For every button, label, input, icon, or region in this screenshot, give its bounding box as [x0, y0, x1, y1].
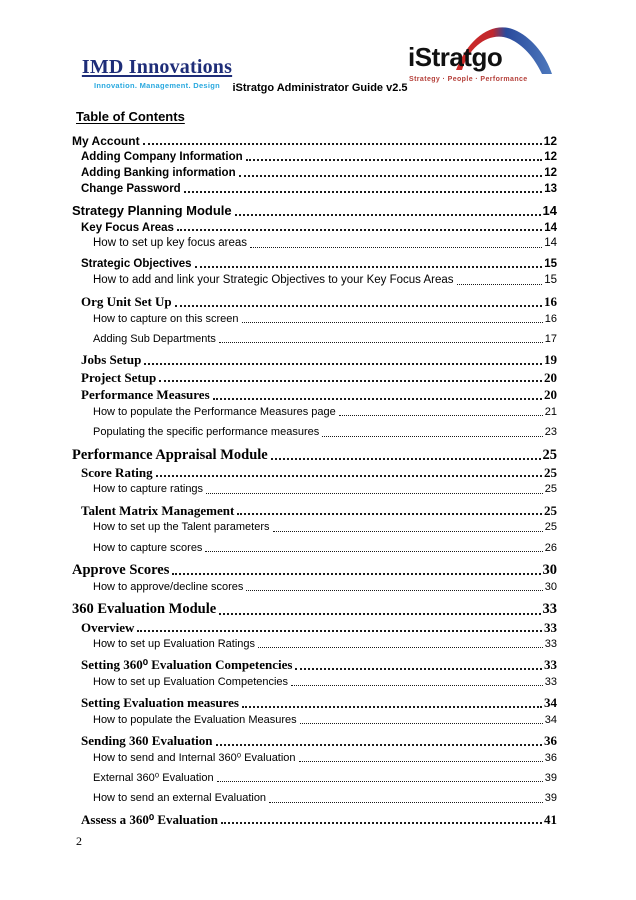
toc-entry-page: 19	[544, 352, 557, 368]
toc-entry-page: 25	[544, 464, 557, 480]
toc-entry-page: 26	[544, 541, 557, 554]
toc-entry-label: How to add and link your Strategic Objectives to your Key Focus Areas	[93, 274, 454, 287]
toc-leader-dots	[159, 380, 542, 382]
toc-leader-dots	[291, 685, 543, 686]
toc-entry[interactable]	[72, 714, 557, 726]
toc-entry-label: Adding Sub Departments	[93, 332, 216, 345]
toc-entry-label: Performance Measures	[81, 387, 210, 403]
toc-entry[interactable]	[72, 447, 557, 463]
toc-entry-label: Strategic Objectives	[81, 258, 192, 271]
footer-page-number: 2	[76, 834, 82, 848]
toc-entry-page: 34	[544, 695, 557, 711]
toc-leader-dots	[299, 761, 543, 762]
toc-leader-dots	[184, 191, 543, 193]
toc-entry-label: Change Password	[81, 183, 181, 196]
toc-entry-label: Performance Appraisal Module	[72, 446, 268, 463]
toc-entry[interactable]	[72, 371, 557, 386]
toc-list	[72, 135, 557, 827]
toc-entry-page: 16	[544, 312, 557, 325]
toc-entry-page: 15	[544, 274, 557, 287]
toc-entry-page: 33	[542, 601, 557, 618]
toc-entry[interactable]	[72, 151, 557, 164]
document-title: iStratgo Administrator Guide v2.5	[232, 82, 408, 94]
toc-entry-page: 39	[544, 792, 557, 805]
toc-entry[interactable]	[72, 504, 557, 519]
toc-entry-label: Overview	[81, 619, 135, 635]
toc-entry-page: 39	[544, 772, 557, 785]
toc-leader-dots	[250, 247, 542, 248]
toc-entry[interactable]	[72, 696, 557, 711]
toc-entry[interactable]	[72, 426, 557, 438]
toc-entry-label: How to send an external Evaluation	[93, 792, 267, 805]
toc-leader-dots	[219, 613, 540, 615]
imd-logo-text: IMD Innovations	[81, 56, 233, 78]
toc-entry[interactable]	[72, 734, 557, 749]
toc-leader-dots	[295, 668, 542, 670]
toc-leader-dots	[195, 266, 543, 268]
toc-entry[interactable]	[72, 638, 557, 650]
toc-leader-dots	[269, 802, 543, 803]
toc-leader-dots	[237, 513, 542, 515]
toc-entry-label: How to capture ratings	[93, 483, 204, 496]
toc-entry-label: Org Unit Set Up	[81, 294, 172, 310]
toc-leader-dots	[235, 214, 541, 216]
toc-leader-dots	[216, 744, 543, 746]
toc-entry-label: How to approve/decline scores	[93, 581, 244, 594]
toc-entry-label: Project Setup	[81, 369, 157, 385]
toc-entry-label: Assess a 360⁰ Evaluation	[81, 811, 219, 827]
toc-leader-dots	[239, 175, 543, 177]
toc-title: Table of Contents	[76, 109, 185, 124]
toc-entry-label: Adding Banking information	[81, 167, 236, 180]
toc-entry-page: 14	[544, 221, 557, 234]
toc-leader-dots	[258, 647, 543, 648]
toc-leader-dots	[339, 415, 543, 416]
toc-entry-page: 23	[544, 426, 557, 439]
toc-entry[interactable]	[72, 542, 557, 554]
toc-entry-page: 12	[544, 151, 557, 164]
toc-leader-dots	[221, 822, 542, 824]
toc-entry[interactable]	[72, 388, 557, 403]
toc-leader-dots	[300, 723, 543, 724]
toc-entry[interactable]	[72, 295, 557, 310]
toc-entry[interactable]	[72, 313, 557, 325]
toc-entry-page: 20	[544, 369, 557, 385]
toc-entry[interactable]	[72, 167, 557, 180]
toc-leader-dots	[273, 531, 543, 532]
imd-logo-tagline: Innovation. Management. Design	[93, 81, 221, 90]
toc-entry[interactable]	[72, 521, 557, 533]
toc-entry-label: How to send and Internal 360⁰ Evaluation	[93, 751, 296, 764]
toc-entry-page: 16	[544, 294, 557, 310]
toc-entry[interactable]	[72, 676, 557, 688]
toc-entry[interactable]	[72, 562, 557, 578]
toc-entry-label: How to set up Evaluation Ratings	[93, 638, 256, 651]
toc-entry-page: 33	[544, 657, 557, 673]
toc-entry-page: 33	[544, 619, 557, 635]
toc-entry-page: 12	[543, 134, 557, 148]
toc-leader-dots	[246, 590, 542, 591]
toc-entry-label: Key Focus Areas	[81, 221, 174, 234]
toc-entry-page: 34	[544, 713, 557, 726]
toc-entry[interactable]	[72, 406, 557, 418]
toc-entry-label: Approve Scores	[72, 561, 170, 578]
toc-entry-label: My Account	[72, 134, 140, 148]
toc-entry-page: 25	[542, 446, 557, 463]
toc-entry-label: How to capture scores	[93, 541, 203, 554]
toc-entry-label: Sending 360 Evaluation	[81, 733, 213, 749]
toc-entry-label: 360 Evaluation Module	[72, 601, 217, 618]
toc-entry-label: How to set up the Talent parameters	[93, 521, 270, 534]
toc-entry[interactable]	[72, 772, 557, 784]
toc-entry-label: Setting Evaluation measures	[81, 695, 239, 711]
toc-leader-dots	[143, 143, 542, 145]
toc-entry-label: Setting 360⁰ Evaluation Competencies	[81, 657, 293, 673]
toc-entry-page: 14	[542, 203, 557, 219]
toc-entry[interactable]	[72, 466, 557, 481]
toc-entry-page: 12	[544, 167, 557, 180]
toc-leader-dots	[175, 305, 542, 307]
toc-entry-page: 21	[544, 405, 557, 418]
toc-entry-page: 25	[544, 521, 557, 534]
toc-entry-page: 30	[544, 581, 557, 594]
toc-entry[interactable]	[72, 813, 557, 828]
toc-leader-dots	[144, 363, 542, 365]
toc-leader-dots	[206, 493, 543, 494]
toc-entry[interactable]	[72, 658, 557, 673]
toc-entry-label: Strategy Planning Module	[72, 203, 232, 219]
istratgo-logo-tagline: Strategy · People · Performance	[409, 76, 528, 83]
toc-leader-dots	[322, 436, 543, 437]
toc-leader-dots	[271, 458, 541, 460]
toc-entry[interactable]	[72, 258, 557, 271]
toc-entry-label: Score Rating	[81, 464, 153, 480]
toc-entry[interactable]	[72, 752, 557, 764]
toc-entry-label: How to set up key focus areas	[93, 237, 248, 250]
toc-entry[interactable]	[72, 621, 557, 636]
toc-leader-dots	[246, 159, 543, 161]
toc-entry[interactable]	[72, 135, 557, 148]
toc-entry-label: Populating the specific performance measures	[93, 426, 320, 439]
toc-entry-label: Adding Company Information	[81, 151, 243, 164]
toc-entry-label: How to populate the Performance Measures page	[93, 405, 336, 418]
toc-entry[interactable]	[72, 581, 557, 593]
toc-leader-dots	[213, 398, 542, 400]
toc-entry[interactable]	[72, 183, 557, 196]
toc-leader-dots	[137, 630, 542, 632]
toc-leader-dots	[219, 342, 543, 343]
toc-leader-dots	[242, 322, 543, 323]
toc-entry-label: How to populate the Evaluation Measures	[93, 713, 297, 726]
istratgo-logo	[408, 24, 558, 98]
toc-entry[interactable]	[72, 483, 557, 495]
toc-entry-page: 14	[544, 237, 557, 250]
toc-leader-dots	[457, 284, 543, 285]
toc-entry-page: 30	[542, 561, 557, 578]
toc-entry[interactable]	[72, 353, 557, 368]
toc-entry-label: External 360⁰ Evaluation	[93, 772, 214, 785]
toc-entry-label: How to capture on this screen	[93, 312, 239, 325]
toc-entry-label: Jobs Setup	[81, 352, 142, 368]
toc-entry[interactable]	[72, 204, 557, 219]
toc-entry-page: 36	[544, 733, 557, 749]
toc-entry-page: 17	[544, 332, 557, 345]
toc-entry-page: 20	[544, 387, 557, 403]
toc-entry-page: 33	[544, 638, 557, 651]
toc-entry[interactable]	[72, 792, 557, 804]
toc-entry[interactable]	[72, 274, 557, 287]
toc-entry-label: Talent Matrix Management	[81, 502, 235, 518]
toc-entry-page: 25	[544, 502, 557, 518]
toc-entry-page: 15	[544, 258, 557, 271]
istratgo-logo-text: iStratgo	[408, 42, 503, 72]
toc-leader-dots	[156, 475, 542, 477]
toc-leader-dots	[177, 229, 542, 231]
toc-entry-page: 41	[544, 811, 557, 827]
toc-leader-dots	[172, 573, 540, 575]
toc-entry-label: How to set up Evaluation Competencies	[93, 676, 289, 688]
toc-entry[interactable]	[72, 333, 557, 345]
toc-leader-dots	[242, 706, 542, 708]
toc-entry-page: 25	[544, 483, 557, 496]
toc-leader-dots	[205, 551, 542, 552]
toc-entry[interactable]	[72, 237, 557, 250]
toc-entry[interactable]	[72, 601, 557, 617]
toc-entry[interactable]	[72, 222, 557, 235]
toc-leader-dots	[217, 781, 543, 782]
toc-entry-page: 36	[544, 751, 557, 764]
toc-entry-page: 13	[544, 183, 557, 196]
toc-entry-page: 33	[544, 676, 557, 688]
